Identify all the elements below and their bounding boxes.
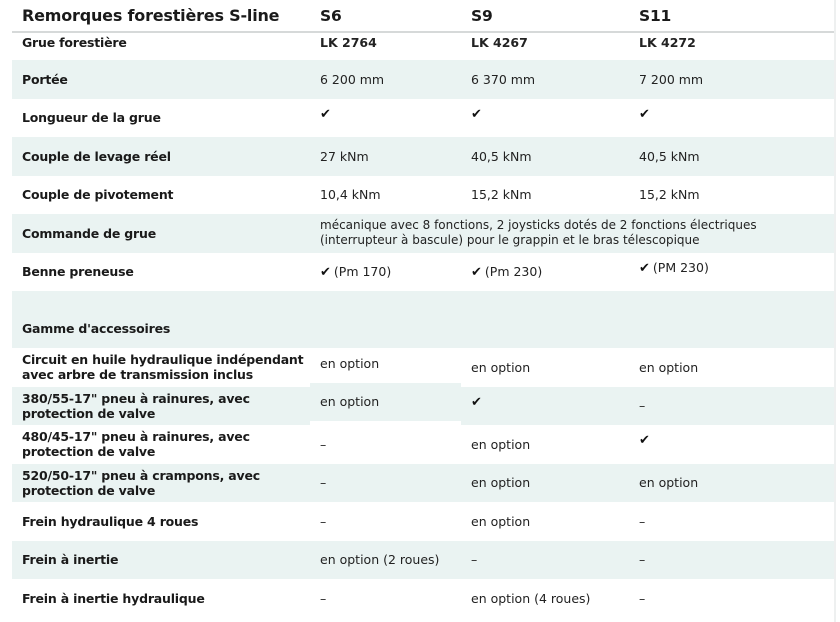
row-label: Commande de grue — [22, 225, 156, 241]
cell-s9: en option (4 roues) — [471, 590, 591, 606]
cell-s11: – — [639, 398, 646, 414]
cell-s11 — [629, 425, 834, 464]
row-label: Portée — [22, 71, 68, 87]
row-frein-inertie — [12, 541, 834, 580]
row-label: Frein hydraulique 4 roues — [22, 513, 199, 529]
row-grue-forestiere — [12, 32, 834, 60]
cell-s11: 15,2 kNm — [639, 187, 700, 203]
cell-s6 — [310, 99, 461, 138]
cell-text: (Pm 170) — [333, 263, 392, 279]
row-label: Frein à inertie — [22, 552, 119, 568]
cell-s6: en option — [320, 355, 380, 371]
cell-s11 — [629, 99, 834, 138]
cell-s9: en option — [471, 436, 531, 452]
cell-s9 — [461, 253, 629, 292]
row-label: Frein à inertie hydraulique — [22, 590, 205, 606]
cell-s6: – — [320, 590, 327, 606]
row-longueur-grue — [12, 99, 834, 138]
cell-s9: – — [471, 552, 478, 568]
cell-s9: 40,5 kNm — [471, 148, 532, 164]
table-title: Remorques forestières S-line — [22, 6, 280, 25]
spec-table-container — [12, 0, 836, 622]
row-label: 520/50-17" pneu à crampons, avec protection de valve — [22, 467, 260, 498]
row-label: Benne preneuse — [22, 264, 134, 280]
row-couple-levage — [12, 137, 834, 176]
cell-s11: en option — [639, 359, 699, 375]
column-header-s9: S9 — [471, 6, 493, 25]
cell-s6: – — [320, 475, 327, 491]
row-couple-pivotement — [12, 176, 834, 215]
cell-s11: 7 200 mm — [639, 71, 704, 87]
cell-s9: 6 370 mm — [471, 71, 536, 87]
row-benne-preneuse — [12, 253, 834, 292]
row-label: Couple de pivotement — [22, 187, 174, 203]
row-section-accessoires — [12, 291, 834, 348]
row-circuit-hydraulique — [12, 348, 834, 387]
row-label: 380/55-17" pneu à rainures, avec protection de valve — [22, 390, 250, 421]
cell-commande-all-models: mécanique avec 8 fonctions, 2 joysticks dotés de 2 fonctions électriques (interrupteur à bascule) pour le grappin et le bras télescopique — [320, 218, 757, 248]
row-pneu-480 — [12, 425, 834, 464]
row-label: Grue forestière — [22, 35, 127, 50]
check-icon: ✔ — [471, 394, 482, 410]
cell-s9: en option — [471, 475, 531, 491]
row-label: Longueur de la grue — [22, 110, 161, 126]
column-header-s6: S6 — [320, 6, 342, 25]
spec-table — [12, 0, 834, 618]
cell-s11: 40,5 kNm — [639, 148, 700, 164]
check-icon: ✔ — [639, 260, 650, 276]
cell-s6: 27 kNm — [320, 148, 369, 164]
row-commande-grue — [12, 214, 834, 253]
cell-s11: LK 4272 — [639, 35, 696, 50]
cell-s6: en option (2 roues) — [320, 552, 440, 568]
check-icon: ✔ — [471, 264, 482, 280]
row-label: Couple de levage réel — [22, 148, 171, 164]
cell-s9: 15,2 kNm — [471, 187, 532, 203]
cell-text: (PM 230) — [652, 259, 709, 275]
row-portee — [12, 60, 834, 99]
check-icon: ✔ — [320, 264, 331, 280]
cell-s9 — [461, 99, 629, 138]
check-icon: ✔ — [320, 106, 331, 122]
table-body — [12, 32, 834, 618]
cell-s11: en option — [639, 475, 699, 491]
column-header-s11: S11 — [639, 6, 672, 25]
row-frein-hydraulique-4-roues — [12, 502, 834, 541]
page-edge — [834, 0, 836, 622]
cell-s11: – — [639, 590, 646, 606]
row-pneu-380 — [12, 387, 834, 426]
cell-s11: – — [639, 552, 646, 568]
cell-s6: – — [320, 436, 327, 452]
cell-s6: LK 2764 — [320, 35, 377, 50]
row-label: Circuit en huile hydraulique indépendant avec arbre de transmission inclus — [22, 352, 304, 383]
cell-s9: LK 4267 — [471, 35, 528, 50]
check-icon: ✔ — [639, 106, 650, 122]
section-heading: Gamme d'accessoires — [22, 321, 171, 336]
check-icon: ✔ — [639, 433, 650, 449]
row-pneu-520 — [12, 464, 834, 503]
cell-s11: – — [639, 513, 646, 529]
cell-s6: 10,4 kNm — [320, 187, 381, 203]
row-label: 480/45-17" pneu à rainures, avec protection de valve — [22, 429, 250, 460]
cell-s9: en option — [471, 359, 531, 375]
cell-s6: – — [320, 513, 327, 529]
cell-s6: en option — [320, 394, 380, 410]
cell-text: (Pm 230) — [484, 263, 543, 279]
cell-s6: 6 200 mm — [320, 71, 385, 87]
cell-s9 — [461, 387, 629, 426]
row-frein-inertie-hydraulique — [12, 579, 834, 618]
cell-s11 — [629, 249, 834, 288]
cell-s9: en option — [471, 513, 531, 529]
cell-s6 — [310, 253, 461, 292]
check-icon: ✔ — [471, 106, 482, 122]
